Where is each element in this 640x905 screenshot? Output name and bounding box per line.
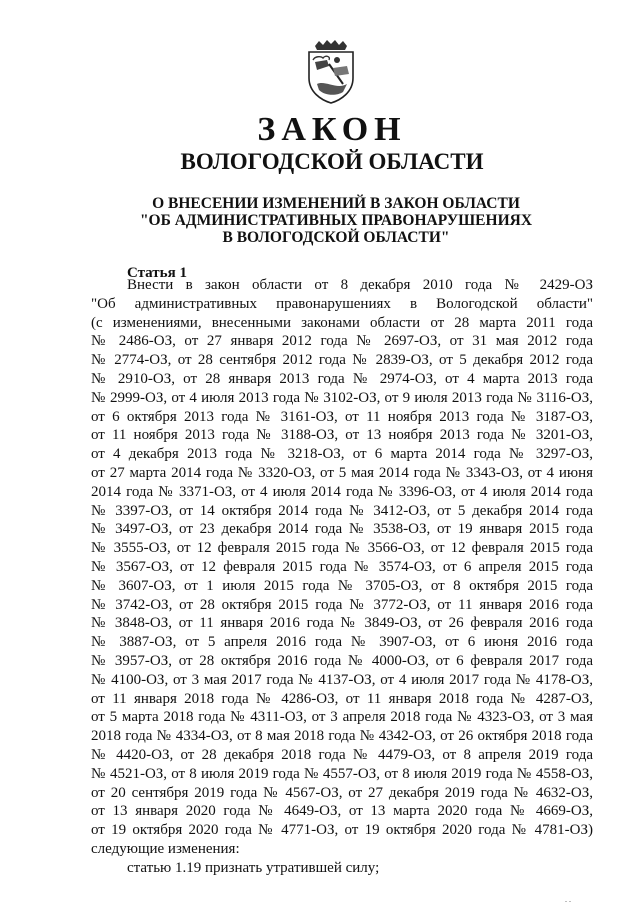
body-line: № 2486-ОЗ, от 27 января 2012 года № 2697-ОЗ, от 31 мая 2012 года xyxy=(91,333,593,350)
document-title: ЗАКОН xyxy=(257,111,407,148)
body-line: № 3555-ОЗ, от 12 февраля 2015 года № 3566-ОЗ, от 12 февраля 2015 года xyxy=(91,540,593,557)
body-line: № 4100-ОЗ, от 3 мая 2017 года № 4137-ОЗ, от 4 июля 2017 года № 4178-ОЗ, xyxy=(91,671,593,688)
body-line: от 11 января 2018 года № 4286-ОЗ, от 11 января 2018 года № 4287-ОЗ, xyxy=(91,690,593,707)
body-line: от 19 октября 2020 года № 4771-ОЗ, от 19 октября 2020 года № 4781-ОЗ) xyxy=(91,822,593,839)
body-line: № 3497-ОЗ, от 23 декабря 2014 года № 3538-ОЗ, от 19 января 2015 года xyxy=(91,521,593,538)
body-line: от 20 сентября 2019 года № 4567-ОЗ, от 27 декабря 2019 года № 4632-ОЗ, xyxy=(91,784,593,801)
body-line: 2014 года № 3371-ОЗ, от 4 июля 2014 года № 3396-ОЗ, от 4 июля 2014 года xyxy=(91,483,593,500)
heading-line: "ОБ АДМИНИСТРАТИВНЫХ ПРАВОНАРУШЕНИЯХ xyxy=(139,212,533,229)
body-line: от 5 марта 2018 года № 4311-ОЗ, от 3 апреля 2018 года № 4323-ОЗ, от 3 мая xyxy=(91,709,593,726)
heading-line: В ВОЛОГОДСКОЙ ОБЛАСТИ" xyxy=(222,229,450,246)
heading-line: О ВНЕСЕНИИ ИЗМЕНЕНИЙ В ЗАКОН ОБЛАСТИ xyxy=(152,195,520,212)
body-line: Внести в закон области от 8 декабря 2010 года № 2429-ОЗ xyxy=(127,277,593,293)
body-line: следующие изменения: xyxy=(91,840,240,857)
page-footer-mark: . . xyxy=(565,895,571,904)
body-line: (с изменениями, внесенными законами области от 28 марта 2011 года xyxy=(91,314,593,331)
body-line: № 2774-ОЗ, от 28 сентября 2012 года № 2839-ОЗ, от 5 декабря 2012 года xyxy=(91,352,593,369)
body-line: № 2999-ОЗ, от 4 июля 2013 года № 3102-ОЗ, от 9 июля 2013 года № 3116-ОЗ, xyxy=(91,389,593,406)
body-line: № 2910-ОЗ, от 28 января 2013 года № 2974-ОЗ, от 4 марта 2013 года xyxy=(91,370,593,387)
body-line: № 3957-ОЗ, от 28 октября 2016 года № 4000-ОЗ, от 6 февраля 2017 года xyxy=(91,652,593,669)
vologda-coat-of-arms-icon xyxy=(303,40,359,104)
amendment-item: статью 1.19 признать утратившей силу; xyxy=(127,859,380,876)
law-heading xyxy=(70,195,602,246)
document-subtitle: ВОЛОГОДСКОЙ ОБЛАСТИ xyxy=(180,149,484,174)
body-line: № 3567-ОЗ, от 12 февраля 2015 года № 3574-ОЗ, от 6 апреля 2015 года xyxy=(91,558,593,575)
body-line: от 27 марта 2014 года № 3320-ОЗ, от 5 мая 2014 года № 3343-ОЗ, от 4 июня xyxy=(91,464,593,481)
body-line: 2018 года № 4334-ОЗ, от 8 мая 2018 года № 4342-ОЗ, от 26 октября 2018 года xyxy=(91,728,593,745)
body-line: № 3397-ОЗ, от 14 октября 2014 года № 3412-ОЗ, от 5 декабря 2014 года xyxy=(91,502,593,519)
body-line: "Об административных правонарушениях в Вологодской области" xyxy=(91,295,593,312)
body-line: № 3742-ОЗ, от 28 октября 2015 года № 3772-ОЗ, от 11 января 2016 года xyxy=(91,596,593,613)
body-line: от 4 декабря 2013 года № 3218-ОЗ, от 6 марта 2014 года № 3297-ОЗ, xyxy=(91,446,593,463)
body-line: от 11 ноября 2013 года № 3188-ОЗ, от 13 ноября 2013 года № 3201-ОЗ, xyxy=(91,427,593,444)
article-title: Статья 1 xyxy=(127,265,187,281)
article-body xyxy=(91,276,593,878)
body-line: № 3848-ОЗ, от 11 января 2016 года № 3849-ОЗ, от 26 февраля 2016 года xyxy=(91,615,593,632)
body-line: от 13 января 2020 года № 4649-ОЗ, от 13 марта 2020 года № 4669-ОЗ, xyxy=(91,803,593,820)
body-line: № 3887-ОЗ, от 5 апреля 2016 года № 3907-ОЗ, от 6 июня 2016 года xyxy=(91,634,593,651)
body-line: от 6 октября 2013 года № 3161-ОЗ, от 11 ноября 2013 года № 3187-ОЗ, xyxy=(91,408,593,425)
body-line: № 4521-ОЗ, от 8 июля 2019 года № 4557-ОЗ, от 8 июля 2019 года № 4558-ОЗ, xyxy=(91,765,593,782)
body-line: № 3607-ОЗ, от 1 июля 2015 года № 3705-ОЗ, от 8 октября 2015 года xyxy=(91,577,593,594)
body-line: № 4420-ОЗ, от 28 декабря 2018 года № 4479-ОЗ, от 8 апреля 2019 года xyxy=(91,746,593,763)
